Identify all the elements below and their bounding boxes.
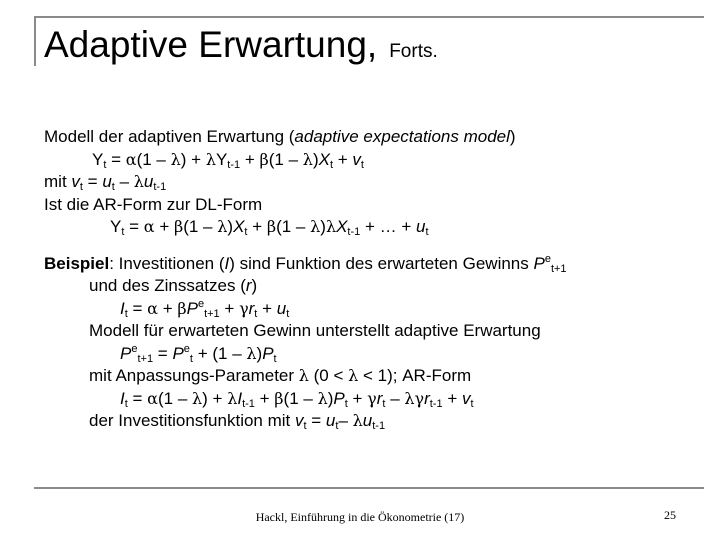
intro-line (44, 126, 567, 149)
intro-italic: adaptive expectations model (294, 127, 510, 146)
equation-dl-form: $Y_t = \alpha + \beta(1 - \lambda)X_t + \beta(1 - \lambda)\lambda X_{t-1}$ + … + $u_t$ (110, 217, 429, 238)
equation-ar-form: $I_t = \alpha(1 - \lambda) + \lambda I_{t-1} + \beta(1 - \lambda)P_t + \gamma r_t - \lambda\gamma r_{t-1} + v_t$ (120, 388, 474, 410)
intro-label: Modell der adaptiven Erwartung ( (44, 127, 295, 146)
final-line: der Investitionsfunktion mit $v_t = u_t-$ $\lambda u_{t-1}$ (89, 411, 386, 432)
equation-investment: $I_t = \alpha + \beta P^e_{t+1} + \gamma r_t + u_t$ (120, 297, 290, 320)
slide-body (44, 126, 567, 433)
parameter-line: mit Anpassungs-Parameter λ (0 < λ < 1); AR-Form (89, 366, 472, 385)
equation-expectation: $P^e_{t+1} = P^e_t + (1 - \lambda)P_t$ (120, 342, 277, 365)
model-text: Modell für erwarteten Gewinn unterstellt adaptive Erwartung (89, 321, 541, 340)
equation-adaptive: $Y_t = \alpha(1 - \lambda) + \lambda Y_{t-1} + \beta(1 - \lambda)X_t + v_t$ (92, 149, 364, 171)
example-line-1: Beispiel: Investitionen (I) sind Funktion des erwarteten Gewinns $P^e_{t+1}$ (44, 252, 567, 275)
frame-top-rule (34, 16, 704, 18)
slide-title (44, 24, 438, 66)
footer-text: Hackl, Einführung in die Ökonometrie (17) (255, 510, 465, 524)
intro-end: ) (509, 127, 516, 146)
frame-left-rule (34, 16, 36, 66)
title-main: Adaptive Erwartung, (44, 24, 378, 65)
ar-dl-text: Ist die AR-Form zur DL-Form (44, 194, 263, 214)
title-sub: Forts. (389, 41, 438, 62)
footer-rule (34, 487, 704, 489)
example-line-2: und des Zinssatzes (r) (89, 276, 258, 295)
example-heading: Beispiel (44, 253, 110, 273)
error-definition: mit $v_t = u_t - \lambda u_{t-1}$ (44, 172, 167, 193)
page-number: 25 (664, 508, 676, 522)
